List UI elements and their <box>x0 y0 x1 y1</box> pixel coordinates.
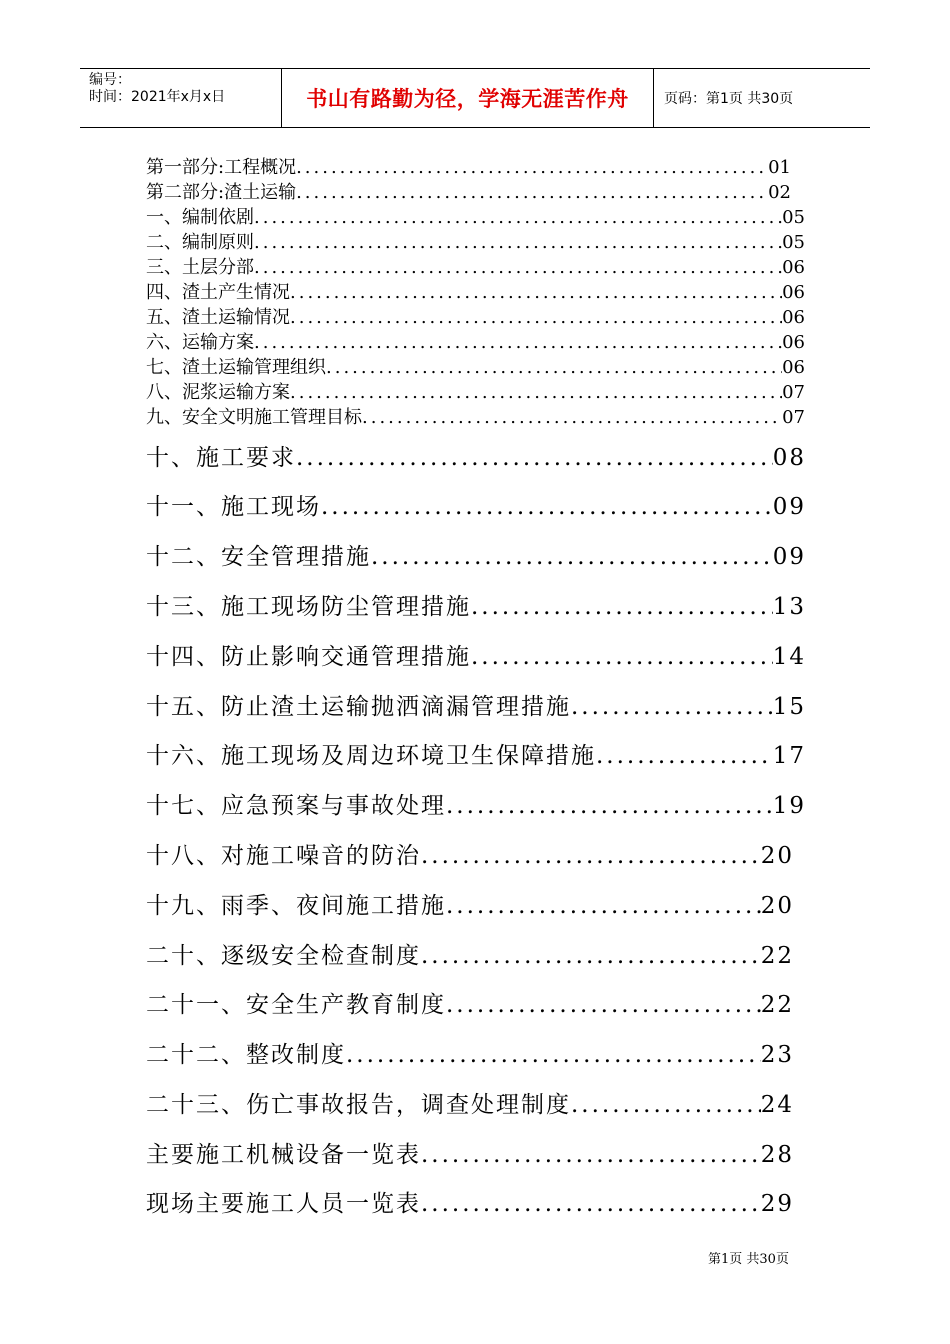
toc-entry-title: 九、安全文明施工管理目标 <box>146 407 362 428</box>
toc-entry[interactable] <box>146 588 806 621</box>
toc-dot-leader <box>446 992 761 1018</box>
toc-entry-page: 07 <box>782 382 805 403</box>
toc-entry-page: 05 <box>782 207 805 228</box>
toc-entry-page: 06 <box>782 357 805 378</box>
toc-entry[interactable] <box>146 1136 794 1169</box>
toc-dot-leader <box>321 494 773 520</box>
toc-entry[interactable] <box>146 178 791 204</box>
toc-entry-page: 20 <box>760 893 794 919</box>
toc-dot-leader <box>421 943 761 969</box>
toc-entry[interactable] <box>146 787 806 820</box>
toc-entry[interactable] <box>146 538 806 571</box>
toc-entry[interactable] <box>146 403 805 429</box>
toc-entry-page: 06 <box>782 257 805 278</box>
toc-entry-title: 七、渣土运输管理组织 <box>146 357 326 378</box>
header-motto: 书山有路勤为径，学海无涯苦作舟 <box>282 69 654 127</box>
toc-entry-page: 06 <box>782 307 805 328</box>
toc-entry[interactable] <box>146 1185 794 1218</box>
toc-entry-title: 十八、对施工噪音的防治 <box>146 843 421 869</box>
document-time-label: 时间：2021年x月x日 <box>89 89 226 105</box>
toc-dot-leader <box>471 594 773 620</box>
toc-entry[interactable] <box>146 986 794 1019</box>
toc-entry[interactable] <box>146 353 805 379</box>
toc-entry-title: 八、泥浆运输方案 <box>146 382 290 403</box>
toc-entry-title: 六、运输方案 <box>146 332 254 353</box>
toc-entry[interactable] <box>146 638 806 671</box>
toc-entry-title: 三、土层分部 <box>146 257 254 278</box>
toc-entry[interactable] <box>146 488 806 521</box>
toc-entry-page: 05 <box>782 232 805 253</box>
toc-entry-page: 17 <box>772 743 806 769</box>
toc-entry-title: 十三、施工现场防尘管理措施 <box>146 594 471 620</box>
toc-dot-leader <box>290 382 782 403</box>
toc-entry-title: 第一部分:工程概况 <box>146 157 297 178</box>
toc-entry[interactable] <box>146 303 805 329</box>
toc-entry-title: 第二部分:渣土运输 <box>146 182 297 203</box>
toc-entry[interactable] <box>146 203 805 229</box>
toc-entry[interactable] <box>146 1086 794 1119</box>
toc-entry-page: 13 <box>772 594 806 620</box>
toc-entry-title: 十九、雨季、夜间施工措施 <box>146 893 446 919</box>
toc-entry-title: 一、编制依剧 <box>146 207 254 228</box>
toc-dot-leader <box>596 743 773 769</box>
toc-dot-leader <box>371 544 773 570</box>
toc-dot-leader <box>362 407 782 428</box>
toc-dot-leader <box>296 157 768 178</box>
toc-entry-page: 09 <box>772 544 806 570</box>
toc-entry[interactable] <box>146 153 791 179</box>
toc-dot-leader <box>254 332 782 353</box>
header-page-info: 页码：第1页 共30页 <box>664 91 794 107</box>
toc-entry-page: 01 <box>768 157 791 178</box>
toc-entry-page: 09 <box>772 494 806 520</box>
toc-entry-title: 二十三、伤亡事故报告，调查处理制度 <box>146 1092 571 1118</box>
toc-entry-page: 14 <box>772 644 806 670</box>
toc-dot-leader <box>290 307 782 328</box>
toc-dot-leader <box>296 182 768 203</box>
toc-entry-title: 主要施工机械设备一览表 <box>146 1142 421 1168</box>
toc-entry-title: 二、编制原则 <box>146 232 254 253</box>
document-number-label: 编号： <box>89 72 131 88</box>
toc-entry-page: 29 <box>760 1191 794 1217</box>
toc-entry-title: 五、渣土运输情况 <box>146 307 290 328</box>
toc-entry[interactable] <box>146 328 805 354</box>
toc-entry[interactable] <box>146 439 806 472</box>
toc-entry-page: 02 <box>768 182 791 203</box>
toc-dot-leader <box>421 1191 761 1217</box>
toc-entry-page: 22 <box>760 992 794 1018</box>
toc-dot-leader <box>421 843 761 869</box>
toc-dot-leader <box>421 1142 761 1168</box>
toc-entry-title: 现场主要施工人员一览表 <box>146 1191 421 1217</box>
toc-entry-page: 06 <box>782 332 805 353</box>
toc-entry[interactable] <box>146 837 794 870</box>
toc-entry-page: 23 <box>760 1042 794 1068</box>
toc-dot-leader <box>446 793 773 819</box>
toc-dot-leader <box>571 1092 761 1118</box>
toc-dot-leader <box>326 357 782 378</box>
toc-entry-page: 22 <box>760 943 794 969</box>
toc-entry[interactable] <box>146 937 794 970</box>
toc-entry[interactable] <box>146 378 805 404</box>
toc-entry[interactable] <box>146 887 794 920</box>
toc-entry[interactable] <box>146 688 806 721</box>
toc-entry-page: 19 <box>772 793 806 819</box>
toc-entry-page: 28 <box>760 1142 794 1168</box>
toc-entry-page: 08 <box>772 445 806 471</box>
toc-entry[interactable] <box>146 228 805 254</box>
toc-entry-title: 二十一、安全生产教育制度 <box>146 992 446 1018</box>
toc-entry-title: 十七、应急预案与事故处理 <box>146 793 446 819</box>
toc-entry-page: 07 <box>782 407 805 428</box>
toc-dot-leader <box>471 644 773 670</box>
toc-dot-leader <box>296 445 773 471</box>
toc-entry-page: 20 <box>760 843 794 869</box>
toc-entry[interactable] <box>146 1036 794 1069</box>
toc-entry-title: 四、渣土产生情况 <box>146 282 290 303</box>
toc-entry-title: 十六、施工现场及周边环境卫生保障措施 <box>146 743 596 769</box>
toc-entry-title: 十五、防止渣土运输抛洒滴漏管理措施 <box>146 694 571 720</box>
toc-entry-title: 十四、防止影响交通管理措施 <box>146 644 471 670</box>
toc-entry-page: 15 <box>772 694 806 720</box>
toc-entry-page: 06 <box>782 282 805 303</box>
toc-entry[interactable] <box>146 278 805 304</box>
toc-entry[interactable] <box>146 253 805 279</box>
toc-dot-leader <box>446 893 761 919</box>
toc-entry-title: 十、施工要求 <box>146 445 296 471</box>
page-footer: 第1页 共30页 <box>708 1252 789 1267</box>
toc-entry-title: 二十二、整改制度 <box>146 1042 346 1068</box>
toc-dot-leader <box>571 694 773 720</box>
toc-dot-leader <box>254 257 782 278</box>
toc-entry-title: 十二、安全管理措施 <box>146 544 371 570</box>
toc-dot-leader <box>346 1042 761 1068</box>
toc-dot-leader <box>254 232 782 253</box>
toc-dot-leader <box>254 207 782 228</box>
toc-entry-title: 十一、施工现场 <box>146 494 321 520</box>
toc-dot-leader <box>290 282 782 303</box>
toc-entry-page: 24 <box>760 1092 794 1118</box>
toc-entry-title: 二十、逐级安全检查制度 <box>146 943 421 969</box>
toc-entry[interactable] <box>146 737 806 770</box>
